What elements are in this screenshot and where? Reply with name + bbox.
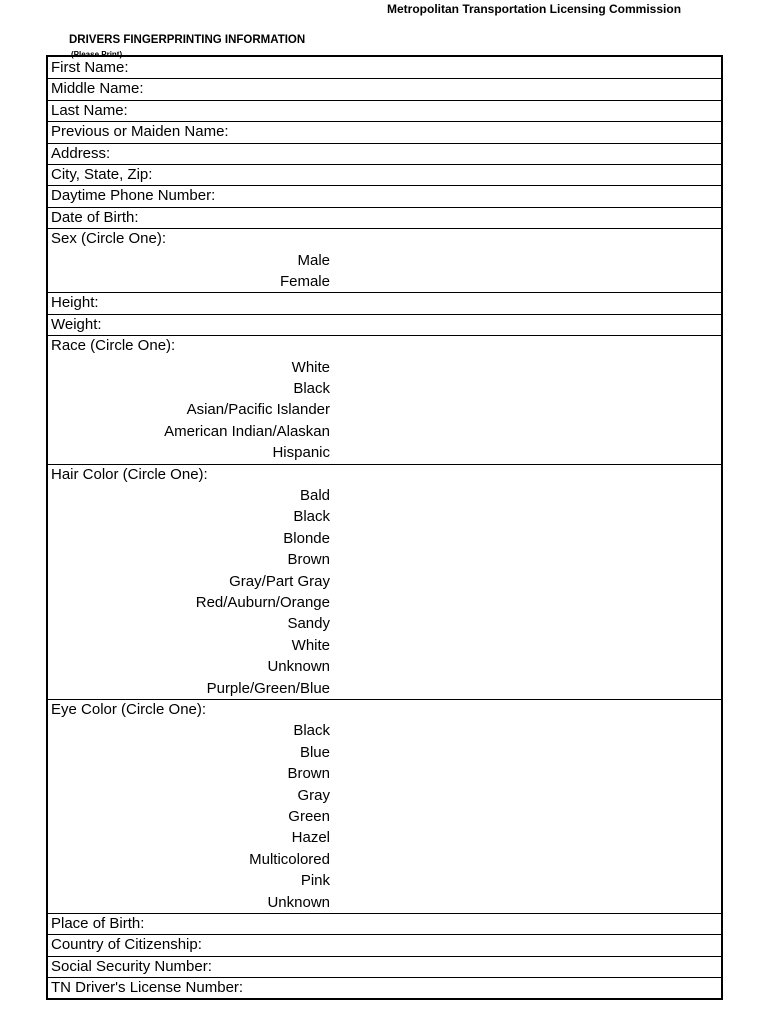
option-green[interactable]: Green	[288, 808, 330, 825]
option-female[interactable]: Female	[279, 272, 330, 290]
option-gray-part-gray[interactable]: Gray/Part Gray	[229, 572, 330, 590]
field-row-place-of-birth[interactable]	[48, 913, 721, 934]
option-american-indian-alaskan[interactable]: American Indian/Alaskan	[164, 422, 330, 440]
option-hazel[interactable]: Hazel	[291, 829, 330, 847]
field-row-last-name[interactable]	[48, 100, 721, 121]
field-row-tn-driver-s-license-number[interactable]	[48, 977, 721, 998]
field-label: Hair Color (Circle One):	[51, 465, 208, 483]
option-red-auburn-orange[interactable]: Red/Auburn/Orange	[195, 593, 330, 611]
field-label: Middle Name:	[51, 80, 144, 98]
field-row-social-security-number[interactable]	[48, 956, 721, 977]
field-label: Address:	[51, 144, 111, 162]
field-row-date-of-birth[interactable]	[48, 207, 721, 228]
field-row-previous-or-maiden-name[interactable]	[48, 121, 721, 142]
option-unknown[interactable]: Unknown	[267, 893, 330, 911]
option-brown[interactable]: Brown	[287, 765, 330, 783]
option-pink[interactable]: Pink	[300, 872, 330, 890]
field-label: Sex (Circle One):	[51, 230, 167, 248]
option-hispanic[interactable]: Hispanic	[272, 444, 330, 462]
option-purple-green-blue[interactable]: Purple/Green/Blue	[206, 679, 330, 697]
option-male[interactable]: Male	[297, 251, 330, 269]
field-row-country-of-citizenship[interactable]	[48, 934, 721, 955]
field-label: Eye Color (Circle One):	[51, 701, 207, 718]
field-label: Date of Birth:	[51, 208, 139, 226]
field-label: Race (Circle One):	[51, 337, 176, 355]
option-unknown[interactable]: Unknown	[267, 658, 330, 676]
field-label: Last Name:	[51, 101, 128, 119]
field-label: Daytime Phone Number:	[51, 187, 216, 205]
option-blonde[interactable]: Blonde	[283, 529, 330, 547]
option-sandy[interactable]: Sandy	[287, 615, 330, 633]
option-black[interactable]: Black	[293, 722, 330, 740]
organization-name: Metropolitan Transportation Licensing Commission	[387, 2, 682, 16]
field-label: First Name:	[51, 59, 129, 76]
fingerprinting-form	[46, 55, 723, 1000]
option-multicolored[interactable]: Multicolored	[249, 850, 330, 868]
field-label: Social Security Number:	[51, 957, 212, 975]
field-row-hair-color-circle-one[interactable]	[48, 464, 721, 699]
field-label: Place of Birth:	[51, 915, 145, 932]
option-white[interactable]: White	[291, 636, 330, 654]
field-label: City, State, Zip:	[51, 166, 153, 183]
option-brown[interactable]: Brown	[287, 551, 330, 569]
option-blue[interactable]: Blue	[299, 743, 330, 761]
field-label: Height:	[51, 294, 99, 312]
field-row-weight[interactable]	[48, 314, 721, 335]
option-asian-pacific-islander[interactable]: Asian/Pacific Islander	[186, 401, 330, 419]
option-bald[interactable]: Bald	[299, 486, 330, 504]
option-white[interactable]: White	[291, 358, 330, 376]
form-title: DRIVERS FINGERPRINTING INFORMATION	[69, 34, 306, 46]
option-gray[interactable]: Gray	[297, 786, 330, 804]
field-label: Weight:	[51, 315, 102, 333]
field-row-address[interactable]	[48, 143, 721, 164]
option-black[interactable]: Black	[293, 379, 330, 397]
field-row-first-name[interactable]	[48, 57, 721, 78]
field-row-height[interactable]	[48, 292, 721, 313]
field-row-sex-circle-one[interactable]	[48, 228, 721, 292]
field-label: Previous or Maiden Name:	[51, 123, 229, 141]
field-row-race-circle-one[interactable]	[48, 335, 721, 463]
form-subtitle: (Please Print)	[71, 50, 123, 59]
field-row-middle-name[interactable]	[48, 78, 721, 99]
field-row-city-state-zip[interactable]	[48, 164, 721, 185]
field-label: TN Driver's License Number:	[51, 979, 244, 997]
field-label: Country of Citizenship:	[51, 936, 202, 954]
option-black[interactable]: Black	[293, 508, 330, 526]
field-row-eye-color-circle-one[interactable]	[48, 699, 721, 913]
field-row-daytime-phone-number[interactable]	[48, 185, 721, 206]
